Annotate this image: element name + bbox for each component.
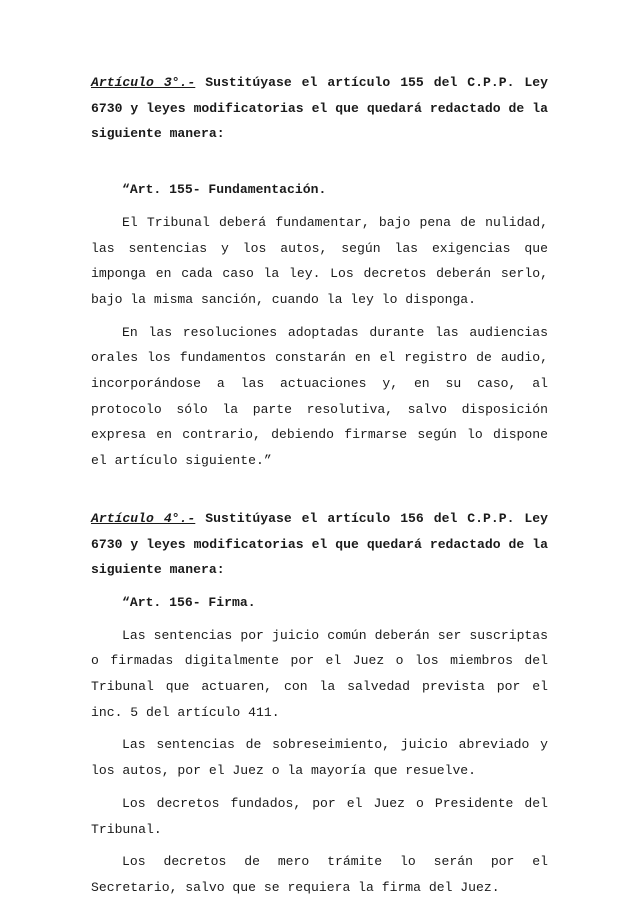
article-156-paragraph-4: Los decretos de mero trámite lo serán por el Secretario, salvo que se requiera la firma del Juez. [91,854,548,895]
spacer [91,616,548,623]
article-156-paragraph-2: Las sentencias de sobreseimiento, juicio abreviado y los autos, por el Juez o la mayoría que resuelve. [91,737,548,779]
spacer [91,725,548,732]
article-4-label: Artículo 4°.- [91,510,196,526]
article-3-text: Sustitúyase el artículo 155 del C.P.P. Ley 6730 y leyes modificatorias el que quedará redactado de la siguiente manera: [91,75,549,142]
article-3-intro [91,70,548,147]
article-155-paragraph-1: El Tribunal deberá fundamentar, bajo pena de nulidad, las sentencias y los autos, según las exigencias que imponga en cada caso la ley. Los decretos deberán serlo, bajo la misma sanción, cuando la ley lo disponga. [91,214,548,307]
spacer [91,842,548,849]
spacer [91,313,548,320]
spacer [91,203,548,210]
article-3-label: Artículo 3°.- [91,75,196,90]
article-4-text: Sustitúyase el artículo 156 del C.P.P. Ley 6730 y leyes modificatorias el que quedará redactado de la siguiente manera: [91,510,549,578]
spacer [91,474,548,506]
spacer [91,147,548,177]
article-156-paragraph-1: Las sentencias por juicio común deberán ser suscriptas o firmadas digitalmente por el Juez o los miembros del Tribunal que actuaren, con la salvedad prevista por el inc. 5 del artículo 411. [91,627,548,720]
spacer [91,784,548,791]
article-156-paragraph-3: Los decretos fundados, por el Juez o Presidente del Tribunal. [91,795,548,837]
document-body [91,70,548,901]
article-156-heading: “Art. 156- Firma. [122,594,256,610]
spacer [91,583,548,590]
article-155-heading: “Art. 155- Fundamentación. [122,182,327,198]
article-4-intro [91,506,548,583]
article-155-paragraph-2: En las resoluciones adoptadas durante las audiencias orales los fundamentos constarán en el registro de audio, incorporándose a las actuaciones y, en su caso, al protocolo sólo la parte resolutiva, salvo disposición expresa en contrario, debiendo firmarse según lo dispone el artículo siguiente.” [91,324,548,469]
